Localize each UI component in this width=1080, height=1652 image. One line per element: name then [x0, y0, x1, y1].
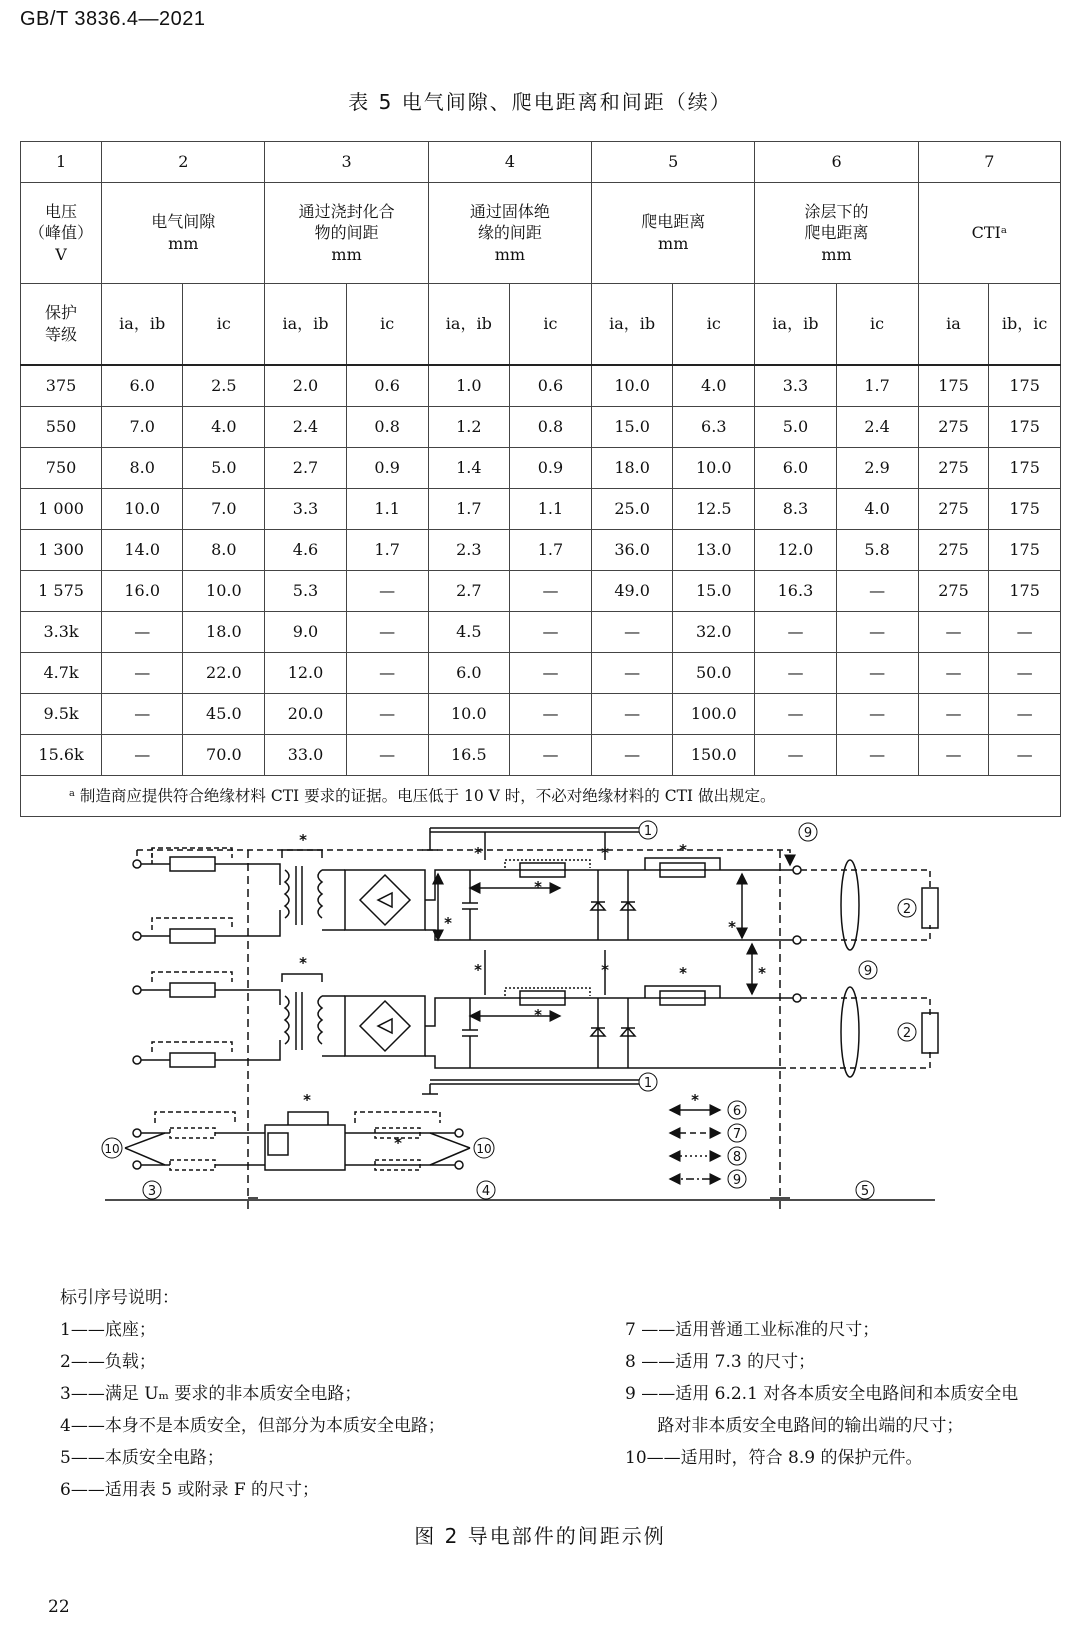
table-cell: —: [989, 653, 1061, 694]
table-cell: 1 300: [21, 530, 102, 571]
table-cell: 750: [21, 448, 102, 489]
col-name: CTIᵃ: [918, 183, 1060, 284]
col-number: 7: [918, 142, 1060, 183]
table-cell: 7.0: [183, 489, 265, 530]
marker-2-upper: [898, 899, 916, 917]
svg-text:8: 8: [732, 1150, 742, 1165]
protection-level-header: 保护 等级: [21, 284, 102, 366]
table-cell: —: [592, 612, 673, 653]
table-row: [21, 653, 1061, 694]
marker-9-legend: [728, 1170, 746, 1188]
marker-10-left: [102, 1138, 122, 1158]
table-cell: —: [102, 694, 183, 735]
table-cell: —: [918, 735, 989, 776]
table-row: [21, 735, 1061, 776]
protection-level-col: ia，ib: [428, 284, 509, 366]
legend-item: 7 ——适用普通工业标准的尺寸；: [625, 1320, 880, 1340]
legend-item: 2——负载；: [60, 1352, 156, 1372]
svg-text:*: *: [474, 844, 482, 862]
marker-2-lower: [898, 1023, 916, 1041]
table-cell: 175: [989, 365, 1061, 407]
table-cell: 12.5: [673, 489, 755, 530]
col-number: 1: [21, 142, 102, 183]
table-cell: —: [592, 653, 673, 694]
table-cell: 9.0: [265, 612, 346, 653]
table-cell: —: [346, 653, 428, 694]
protection-level-col: ia，ib: [102, 284, 183, 366]
table-cell: 33.0: [265, 735, 346, 776]
table-title: 表 5 电气间隙、爬电距离和间距（续）: [348, 90, 732, 114]
marker-5: [856, 1181, 874, 1199]
protection-level-col: ic: [183, 284, 265, 366]
svg-text:9: 9: [803, 826, 813, 841]
col-name: 涂层下的 爬电距离 mm: [755, 183, 918, 284]
table-cell: 12.0: [265, 653, 346, 694]
col-name: 通过浇封化合 物的间距 mm: [265, 183, 428, 284]
table-cell: 6.0: [428, 653, 509, 694]
table-cell: 175: [989, 489, 1061, 530]
table-cell: —: [836, 694, 918, 735]
legend-item: 5——本质安全电路；: [60, 1448, 224, 1468]
svg-text:2: 2: [902, 1026, 912, 1041]
table-cell: 14.0: [102, 530, 183, 571]
protection-level-col: ia，ib: [755, 284, 836, 366]
table-5: [20, 141, 1061, 817]
table-cell: 4.5: [428, 612, 509, 653]
table-row: [21, 694, 1061, 735]
table-footnote: ᵃ 制造商应提供符合绝缘材料 CTI 要求的证据。电压低于 10 V 时，不必对绝缘材料的 CTI 做出规定。: [21, 776, 1061, 817]
table-cell: —: [755, 653, 836, 694]
svg-text:1: 1: [643, 824, 653, 839]
table-row: [21, 571, 1061, 612]
table-cell: 16.3: [755, 571, 836, 612]
table-cell: 5.3: [265, 571, 346, 612]
table-cell: 175: [989, 530, 1061, 571]
table-cell: 1 575: [21, 571, 102, 612]
table-cell: —: [989, 735, 1061, 776]
svg-text:3: 3: [147, 1184, 157, 1199]
table-cell: 16.5: [428, 735, 509, 776]
table-cell: 550: [21, 407, 102, 448]
marker-1-top: [639, 821, 657, 839]
table-cell: 275: [918, 407, 989, 448]
legend-item: 10——适用时，符合 8.9 的保护元件。: [625, 1448, 923, 1468]
table-cell: 1.1: [346, 489, 428, 530]
marker-7: [728, 1124, 746, 1142]
table-cell: 175: [989, 448, 1061, 489]
table-cell: 18.0: [592, 448, 673, 489]
svg-text:*: *: [679, 964, 687, 982]
table-cell: 4.7k: [21, 653, 102, 694]
table-cell: —: [755, 735, 836, 776]
table-cell: 1.7: [836, 365, 918, 407]
table-cell: 175: [989, 407, 1061, 448]
table-cell: 0.9: [346, 448, 428, 489]
col-number: 5: [592, 142, 755, 183]
marker-8: [728, 1147, 746, 1165]
svg-text:9: 9: [863, 964, 873, 979]
table-cell: 5.0: [755, 407, 836, 448]
table-cell: —: [346, 735, 428, 776]
table-cell: 2.3: [428, 530, 509, 571]
table-cell: —: [755, 694, 836, 735]
table-cell: 2.5: [183, 365, 265, 407]
table-cell: 0.6: [346, 365, 428, 407]
page-number: 22: [48, 1597, 70, 1617]
marker-9-top: [799, 823, 817, 841]
protection-level-col: ia: [918, 284, 989, 366]
table-cell: 1.1: [509, 489, 591, 530]
table-cell: 49.0: [592, 571, 673, 612]
legend-item: 9 ——适用 6.2.1 对各本质安全电路间和本质安全电: [625, 1384, 1019, 1404]
protection-level-col: ic: [673, 284, 755, 366]
svg-text:*: *: [601, 961, 609, 979]
table-cell: 2.4: [265, 407, 346, 448]
table-cell: 15.0: [673, 571, 755, 612]
legend-item: 路对非本质安全电路间的输出端的尺寸；: [625, 1416, 964, 1436]
table-cell: 0.9: [509, 448, 591, 489]
table-row: [21, 530, 1061, 571]
marker-10-right: [474, 1138, 494, 1158]
svg-text:*: *: [679, 841, 687, 859]
table-cell: 1.7: [428, 489, 509, 530]
table-cell: 32.0: [673, 612, 755, 653]
table-cell: 1.7: [346, 530, 428, 571]
legend-item: 6——适用表 5 或附录 F 的尺寸；: [60, 1480, 320, 1500]
col-number: 4: [428, 142, 591, 183]
table-cell: 275: [918, 489, 989, 530]
table-cell: —: [102, 735, 183, 776]
table-cell: 100.0: [673, 694, 755, 735]
table-cell: —: [989, 694, 1061, 735]
col-name: 通过固体绝 缘的间距 mm: [428, 183, 591, 284]
table-cell: 1.4: [428, 448, 509, 489]
marker-9-mid: [859, 961, 877, 979]
svg-text:*: *: [303, 1091, 311, 1109]
table-cell: —: [918, 653, 989, 694]
table-cell: 6.3: [673, 407, 755, 448]
table-cell: 36.0: [592, 530, 673, 571]
svg-text:10: 10: [476, 1142, 492, 1156]
table-cell: —: [509, 612, 591, 653]
svg-text:2: 2: [902, 902, 912, 917]
svg-text:*: *: [601, 844, 609, 862]
table-cell: 175: [989, 571, 1061, 612]
table-row: [21, 365, 1061, 407]
table-cell: 15.0: [592, 407, 673, 448]
table-cell: 2.4: [836, 407, 918, 448]
table-cell: —: [918, 612, 989, 653]
table-cell: —: [346, 694, 428, 735]
table-cell: 10.0: [592, 365, 673, 407]
svg-text:6: 6: [732, 1104, 742, 1119]
svg-text:*: *: [691, 1091, 699, 1109]
marker-3: [143, 1181, 161, 1199]
svg-text:*: *: [394, 1134, 402, 1152]
table-row: [21, 489, 1061, 530]
table-cell: 2.9: [836, 448, 918, 489]
table-cell: —: [592, 735, 673, 776]
svg-text:9: 9: [732, 1173, 742, 1188]
table-cell: 2.0: [265, 365, 346, 407]
legend-title: 标引序号说明：: [60, 1288, 179, 1308]
table-cell: —: [592, 694, 673, 735]
svg-text:4: 4: [481, 1184, 491, 1199]
table-cell: 4.0: [673, 365, 755, 407]
table-cell: 175: [918, 365, 989, 407]
table-cell: 9.5k: [21, 694, 102, 735]
legend-item: 8 ——适用 7.3 的尺寸；: [625, 1352, 816, 1372]
table-cell: 6.0: [102, 365, 183, 407]
svg-text:1: 1: [643, 1076, 653, 1091]
table-cell: 375: [21, 365, 102, 407]
table-cell: 275: [918, 530, 989, 571]
table-cell: 1.2: [428, 407, 509, 448]
table-row: [21, 612, 1061, 653]
table-cell: 13.0: [673, 530, 755, 571]
table-row: [21, 407, 1061, 448]
table-cell: 3.3: [265, 489, 346, 530]
marker-6: [728, 1101, 746, 1119]
protection-level-col: ia，ib: [265, 284, 346, 366]
svg-text:*: *: [758, 964, 766, 982]
table-cell: 25.0: [592, 489, 673, 530]
table-cell: 3.3k: [21, 612, 102, 653]
table-cell: 8.0: [183, 530, 265, 571]
table-cell: 18.0: [183, 612, 265, 653]
legend-item: 1——底座；: [60, 1320, 156, 1340]
protection-level-col: ib，ic: [989, 284, 1061, 366]
table-cell: 8.3: [755, 489, 836, 530]
col-number: 2: [102, 142, 265, 183]
table-cell: 15.6k: [21, 735, 102, 776]
table-cell: —: [346, 571, 428, 612]
table-cell: —: [836, 653, 918, 694]
table-cell: 20.0: [265, 694, 346, 735]
table-cell: 10.0: [428, 694, 509, 735]
table-cell: 3.3: [755, 365, 836, 407]
col-name: 电压 （峰值） V: [21, 183, 102, 284]
col-name: 电气间隙 mm: [102, 183, 265, 284]
table-cell: —: [836, 735, 918, 776]
protection-level-col: ic: [836, 284, 918, 366]
table-row: [21, 448, 1061, 489]
table-cell: 0.8: [509, 407, 591, 448]
table-cell: —: [989, 612, 1061, 653]
table-cell: 2.7: [428, 571, 509, 612]
table-cell: 150.0: [673, 735, 755, 776]
circuit-figure: [104, 824, 945, 1213]
marker-4: [477, 1181, 495, 1199]
col-number: 3: [265, 142, 428, 183]
table-cell: —: [102, 653, 183, 694]
table-cell: 0.8: [346, 407, 428, 448]
table-cell: 2.7: [265, 448, 346, 489]
svg-text:*: *: [534, 878, 542, 896]
table-cell: 22.0: [183, 653, 265, 694]
table-cell: 10.0: [673, 448, 755, 489]
table-cell: 16.0: [102, 571, 183, 612]
table-cell: 5.8: [836, 530, 918, 571]
table-cell: 5.0: [183, 448, 265, 489]
legend-item: 4——本身不是本质安全，但部分为本质安全电路；: [60, 1416, 445, 1436]
table-cell: —: [346, 612, 428, 653]
table-cell: —: [836, 612, 918, 653]
table-cell: —: [755, 612, 836, 653]
table-cell: 0.6: [509, 365, 591, 407]
svg-text:*: *: [728, 918, 736, 936]
svg-text:7: 7: [732, 1127, 742, 1142]
table-cell: —: [102, 612, 183, 653]
svg-text:5: 5: [860, 1184, 870, 1199]
col-name: 爬电距离 mm: [592, 183, 755, 284]
table-cell: 10.0: [183, 571, 265, 612]
svg-text:*: *: [474, 961, 482, 979]
svg-text:*: *: [299, 954, 307, 972]
table-cell: 1.0: [428, 365, 509, 407]
table-cell: 7.0: [102, 407, 183, 448]
table-cell: 4.0: [836, 489, 918, 530]
table-cell: 1 000: [21, 489, 102, 530]
svg-text:*: *: [299, 831, 307, 849]
figure-caption: 图 2 导电部件的间距示例: [414, 1524, 666, 1548]
table-cell: 50.0: [673, 653, 755, 694]
table-cell: —: [918, 694, 989, 735]
table-cell: 12.0: [755, 530, 836, 571]
svg-text:*: *: [534, 1006, 542, 1024]
svg-text:10: 10: [104, 1142, 120, 1156]
protection-level-col: ic: [509, 284, 591, 366]
table-cell: 1.7: [509, 530, 591, 571]
table-cell: 275: [918, 448, 989, 489]
table-cell: 6.0: [755, 448, 836, 489]
table-cell: —: [509, 571, 591, 612]
table-cell: —: [836, 571, 918, 612]
standard-number: GB/T 3836.4—2021: [20, 8, 206, 30]
table-cell: 4.0: [183, 407, 265, 448]
marker-1-bottom: [639, 1073, 657, 1091]
table-cell: 45.0: [183, 694, 265, 735]
protection-level-col: ic: [346, 284, 428, 366]
protection-level-col: ia，ib: [592, 284, 673, 366]
table-cell: —: [509, 653, 591, 694]
table-cell: —: [509, 694, 591, 735]
table-cell: 8.0: [102, 448, 183, 489]
table-cell: 70.0: [183, 735, 265, 776]
table-cell: 4.6: [265, 530, 346, 571]
legend-item: 3——满足 Uₘ 要求的非本质安全电路；: [60, 1384, 362, 1404]
col-number: 6: [755, 142, 918, 183]
table-cell: 275: [918, 571, 989, 612]
table-cell: —: [509, 735, 591, 776]
svg-text:*: *: [444, 914, 452, 932]
table-cell: 10.0: [102, 489, 183, 530]
